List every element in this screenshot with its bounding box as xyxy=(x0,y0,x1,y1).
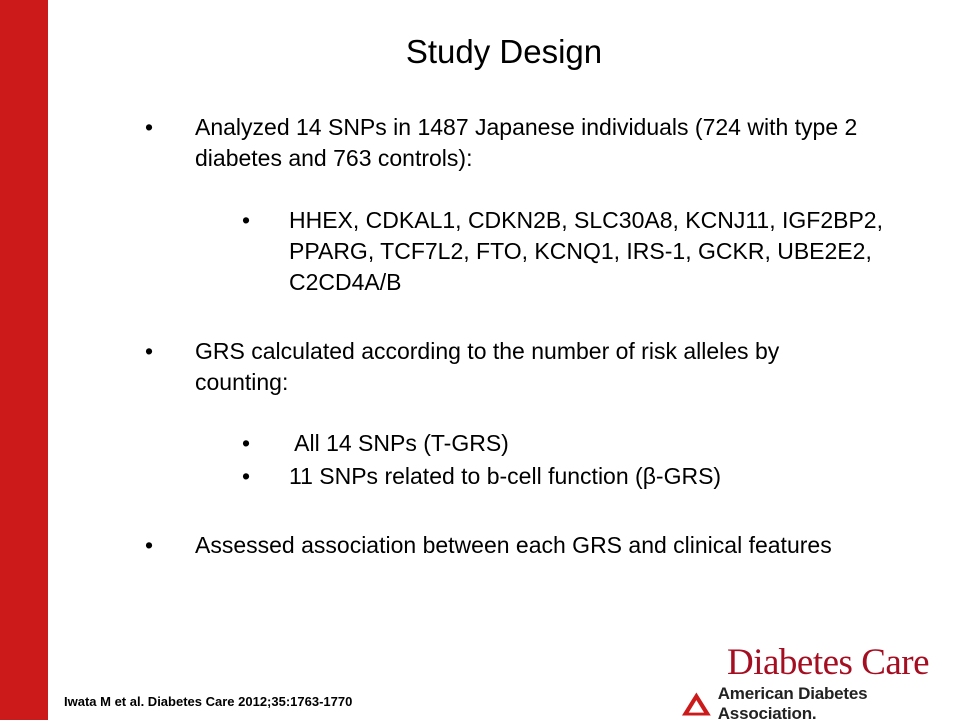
bullet-text: All 14 SNPs (T-GRS) xyxy=(289,430,509,456)
bullet-item xyxy=(145,112,865,174)
citation: Iwata M et al. Diabetes Care 2012;35:1763-1770 xyxy=(64,694,353,709)
bullet-marker: • xyxy=(145,114,154,140)
bullet-marker: • xyxy=(242,463,251,489)
bullet-text: GRS calculated according to the number of risk alleles by counting: xyxy=(195,338,780,395)
diabetes-care-logo: Diabetes Care xyxy=(727,642,930,683)
bullet-marker: • xyxy=(242,207,251,233)
ada-name: American Diabetes Association. xyxy=(717,684,868,720)
slide-title: Study Design xyxy=(405,33,603,70)
bullet-item xyxy=(242,428,902,459)
bullet-text: Assessed association between each GRS and clinical features xyxy=(195,532,832,558)
bullet-text: Analyzed 14 SNPs in 1487 Japanese individuals (724 with type 2 diabetes and 763 controls): xyxy=(195,114,858,171)
ada-logo xyxy=(681,684,960,720)
bullet-text: HHEX, CDKAL1, CDKN2B, SLC30A8, KCNJ11, IGF2BP2, PPARG, TCF7L2, FTO, KCNQ1, IRS-1, GCKR, UBE2E2, C2CD4A/B xyxy=(289,207,883,295)
bullet-marker: • xyxy=(145,338,154,364)
bullet-marker: • xyxy=(242,430,251,456)
bullet-item xyxy=(242,461,902,492)
bullet-item xyxy=(145,530,865,561)
bullet-item xyxy=(145,336,865,398)
bullet-item xyxy=(242,205,902,298)
bullet-text: 11 SNPs related to b-cell function (β-GRS) xyxy=(289,463,722,489)
bullet-marker: • xyxy=(145,532,154,558)
ada-triangle-icon xyxy=(681,691,712,717)
